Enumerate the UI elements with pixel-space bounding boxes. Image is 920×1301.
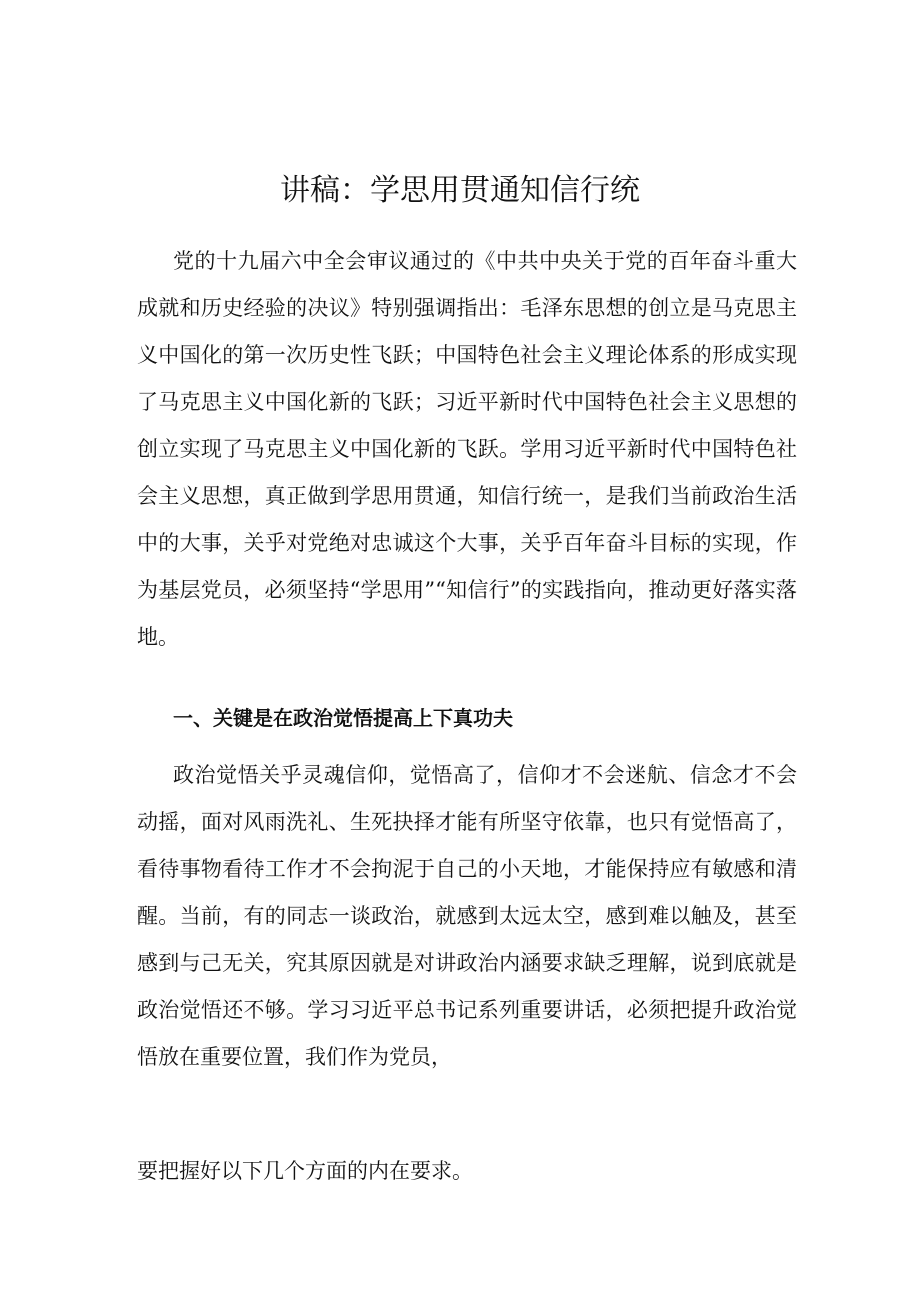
- closing-line: 要把握好以下几个方面的内在要求。: [137, 1159, 473, 1183]
- intro-paragraph: 党的十九届六中全会审议通过的《中共中央关于党的百年奋斗重大成就和历史经验的决议》特别强调指出：毛泽东思想的创立是马克思主义中国化的第一次历史性飞跃；中国特色社会主义理论体系的形成实现了马克思主义中国化新的飞跃；习近平新时代中国特色社会主义思想的创立实现了马克思主义中国化新的飞跃。学用习近平新时代中国特色社会主义思想，真正做到学思用贯通，知信行统一，是我们当前政治生活中的大事，关乎对党绝对忠诚这个大事，关乎百年奋斗目标的实现，作为基层党员，必须坚持“学思用”“知信行”的实践指向，推动更好落实落地。: [137, 249, 797, 649]
- document-title: 讲稿：学思用贯通知信行统: [280, 173, 640, 208]
- section-heading: 一、关键是在政治觉悟提高上下真功夫: [173, 706, 513, 730]
- section-paragraph: 政治觉悟关乎灵魂信仰，觉悟高了，信仰才不会迷航、信念才不会动摇，面对风雨洗礼、生死抉择才能有所坚守依靠，也只有觉悟高了，看待事物看待工作才不会拘泥于自己的小天地，才能保持应有敏感和清醒。当前，有的同志一谈政治，就感到太远太空，感到难以触及，甚至感到与己无关，究其原因就是对讲政治内涵要求缺乏理解，说到底就是政治觉悟还不够。学习习近平总书记系列重要讲话，必须把提升政治觉悟放在重要位置，我们作为党员，: [137, 763, 797, 1069]
